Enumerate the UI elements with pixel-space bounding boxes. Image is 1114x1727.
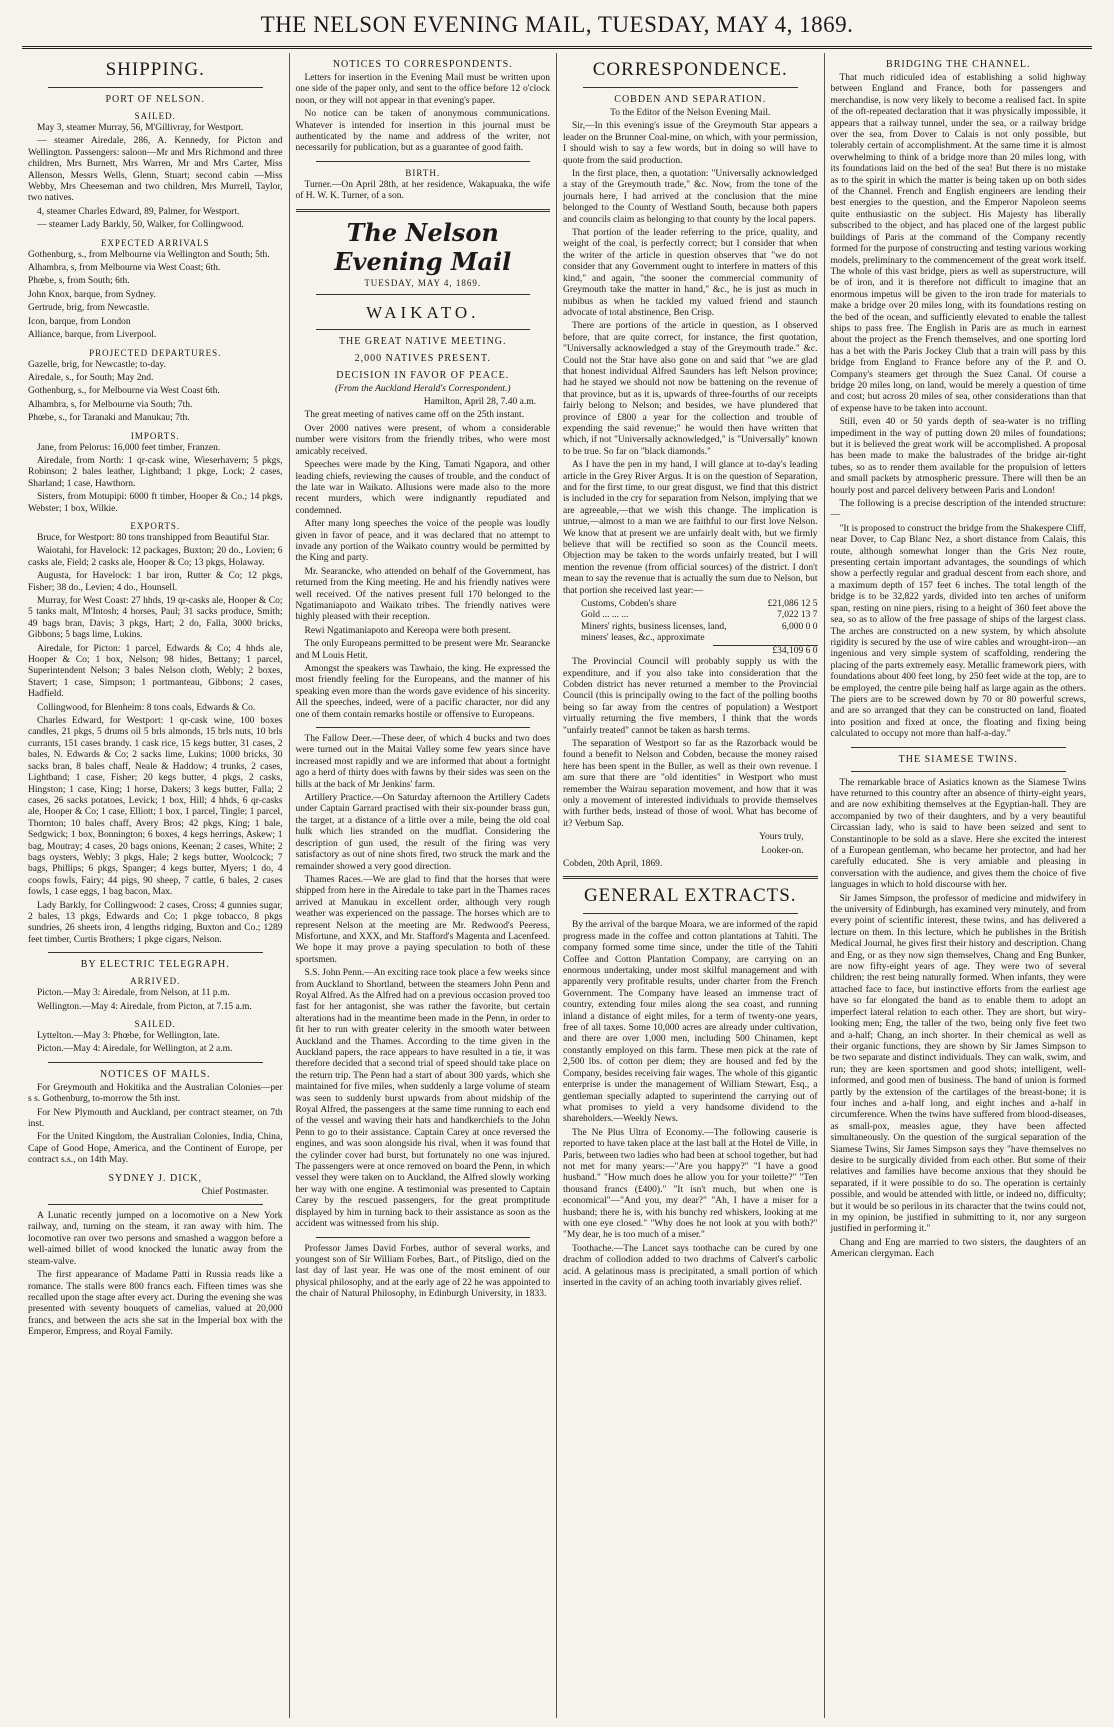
divider: [583, 87, 798, 88]
notice-text: No notice can be taken of anonymous communications. Whatever is intended for insertion in this journal must be authenticated by the name and address of the writer, not necessarily for publication, but as a guarantee of good faith.: [295, 109, 550, 154]
letter-paragraph: That portion of the leader referring to the price, quality, and weight of the coal, is perfectly correct; but I consider that when the writer of the article in question observes that "we do not consider that any Government ought to interfere in matters of this kind," and again, "the sooner the commercial community of Greymouth take the matter in hand," &c., he is just as much in nubibus as when he tackled my valued friend and staunch advocate of total abstinence, Ben Crisp.: [563, 228, 818, 318]
waikato-paragraph: After many long speeches the voice of the people was loudly given in favor of peace, and it was declared that no attempt to invade any portion of the Waikato country would be permitted by the King and party.: [295, 519, 550, 564]
lunatic-item: A Lunatic recently jumped on a locomotive on a New York railway, and, turning on the steam, it ran away with him. The locomotive ran over two persons and smashed a waggon before a well-aimed billet of wood knocked the lunatic away from the steam-valve.: [28, 1211, 283, 1267]
revenue-total: £34,109 6 0: [772, 645, 818, 656]
divider: [48, 1062, 263, 1063]
projected-entry: Airedale, s., for South; May 2nd.: [28, 372, 154, 383]
letter-paragraph: The Provincial Council will probably supply us with the expenditure, and if you also take into consideration that the Cobden district has never returned a member to the Provincial Council (this is principally owing to the fact of the polling booths being so far away from the centres of population) a Westport virtually returning the five members, I think that the words "unfairly treated" cannot be taken as harsh terms.: [563, 657, 818, 736]
waikato-paragraph: Speeches were made by the King, Tamati Ngapora, and other leading chiefs, reviewing the causes of trouble, and the conduct of the late war in Waikato. Allusions were made also to the more recent murders, which were indignantly repudiated and condemned.: [295, 460, 550, 516]
column-notices: [290, 53, 558, 1718]
export-entry: Lady Barkly, for Collingwood: 2 cases, Cross; 4 gunnies sugar, 2 bales, 13 pkgs, Edwards and Co; 1 pkge tobacco, 8 pkgs sundries, 26 sheets iron, 4 lengths ridging, Buxton and Co.; 1289 feet timber, Curtis Brothers; 1 pkge cigars, Nelson.: [28, 900, 283, 945]
expected-entry: Phœbe, s, from South; 6th.: [28, 276, 130, 287]
imports-heading: IMPORTS.: [130, 430, 180, 441]
import-entry: Sisters, from Motupipi: 6000 ft timber, Hooper & Co.; 14 pkgs, Webster; 1 box, Wilkie.: [28, 492, 283, 514]
arrived-entry: Wellington.—May 4: Airedale, from Picton, at 7.15 a.m.: [37, 1001, 252, 1012]
projected-entry: Phœbe, s., for Taranaki and Manukau; 7th.: [28, 413, 190, 424]
moara-item: By the arrival of the barque Moara, we are informed of the rapid progress made in the coffee and cotton plantations at Tahiti. The company formed some time since, under the title of the Tahiti Coffee and Cotton Plantation Company, are carrying on an enormous undertaking, under most skilful management and with apparently very profitable results, under charter from the French Government. The Company have leased an immense tract of country, extending four miles along the sea coast, and running inland a distance of eight miles, for a term of twenty-one years, free of all taxes. Some 10,000 acres are already under cultivation, and there are over 1,000 men, including 500 Chinamen, kept constantly employed on this farm. These men pick at the rate of 2,500 lbs. of cotton per diem; they are housed and fed by the Company, besides receiving fair wages. The whole of this gigantic enterprise is under the management of William Stewart, Esq., a gentleman specially adapted to superintend the carrying out of what promises to yield a very handsome dividend to the shareholders.—Weekly News.: [563, 920, 818, 1125]
revenue-value: 7,022 13 7: [777, 610, 818, 621]
letter-paragraph: The separation of Westport so far as the Razorback would be found a benefit to Nelson and Cobden, because the money raised here has been spent in the Buller, as well as their own revenue. I am sure that there are "old identities" in Westport who must remember the Wairau separation movement, and how that it was only a movement of interested individuals to provide themselves with further beds, instead of those of wool. What has become of it? Verbum Sap.: [563, 738, 818, 829]
divider: [48, 87, 263, 88]
arrived-heading: ARRIVED.: [130, 976, 181, 987]
letter-signature: Looker-on.: [761, 845, 804, 856]
divider: [316, 727, 531, 728]
patti-item: The first appearance of Madame Patti in Russia reads like a romance. The stalls were 800 francs each. Fifteen times was she recalled upon the stage after every act. During the evening she was presented with seventy bouquets of camelias, valued at 20,000 francs, and between the acts she sat in the Imperial box with the Emperor, Empress, and Royal Family.: [28, 1270, 283, 1338]
export-entry: Augusta, for Havelock: 1 bar iron, Rutter & Co; 12 pkgs, Fisher; 38 do., Levien; 4 do., Hounsell.: [28, 571, 283, 593]
letter-paragraph: There are portions of the article in question, as I observed before, that are quite correct, for instance, the first quotation, "Universally acknowledged a stay of the Greymouth trade." &c. Could not the Star have also gone on and said that "we are glad that honest individual Alfred Saunders has left Nelson province; had he stayed we should not now be battening on the revenue of that province, but as it is, upwards of three-fourths of our receipts fairly belong to Nelson; and besides, we have plundered that province of £800 a year for the collection and trouble of expending the said revenue;" he would then have written that which, if not "Universally acknowledged," is "Universally" known to be true. So far on "black diamonds.": [563, 321, 818, 457]
import-entry: Jane, from Pelorus: 16,000 feet timber, Franzen.: [37, 442, 221, 453]
letter-title: COBDEN AND SEPARATION.: [614, 94, 767, 105]
waikato-paragraph: Amongst the speakers was Tawhaio, the king. He expressed the most friendly feeling for the Europeans, and the manner of his speaking even more than the words gave evidence of his sincerity. All the speeches, indeed, were of a pacific character, nor did any one of them contain remarks hostile or offensive to Europeans.: [295, 664, 550, 720]
projected-entry: Alhambra, s, for Melbourne via South; 7th.: [28, 399, 193, 410]
letter-paragraph: In the first place, then, a quotation: "Universally acknowledged a stay of the Greymouth trade," &c. Now, from the tone of the journals here, I had arrived at the conclusion that the mine belonged to the County of Westland South, because both papers and councils claim as belonging to that county by the local papers.: [563, 169, 818, 225]
postmaster-title: Chief Postmaster.: [201, 1186, 269, 1197]
projected-entry: Gazelle, brig, for Newcastle; to-day.: [28, 359, 166, 370]
import-entry: Airedale, from North: 1 qr-cask wine, Wieserhavern; 5 pkgs, Robinson; 2 bales leather, Lightband; 1 pkge, Lock; 2 cases, Sharland; 1 case, Hawthorn.: [28, 455, 283, 489]
waikato-paragraph: The only Europeans permitted to be present were Mr. Searancke and M Louis Hetit.: [295, 639, 550, 661]
divider: [851, 771, 1067, 772]
revenue-value: 6,000 0 0: [781, 621, 818, 632]
divider: [316, 294, 531, 295]
divider: [316, 329, 531, 330]
revenue-label: Gold ... ... ...: [581, 610, 629, 621]
divider: [316, 161, 531, 162]
waikato-paragraph: Mr. Searancke, who attended on behalf of the Government, has returned from the King meeting. He and his friendly natives were well received. Of the natives present full 170 belonged to the Ngatimaniapoto and Waikato tribes. The friendly natives were highly pleased with their reception.: [295, 566, 550, 623]
expected-entry: Icon, barque, from London: [28, 316, 131, 327]
extracts-heading: GENERAL EXTRACTS.: [583, 885, 797, 907]
divider: [48, 1204, 263, 1205]
artillery-item: Artillery Practice.—On Saturday afternoon the Artillery Cadets under Captain Garrard practised with their six-pounder brass gun, the target, at a distance of a little over a mile, being the old coal hulk which lies stranded on the mudflat. Considering the description of gun used, the result of the firing was very satisfactory as out of nine shots fired, two struck the mark and the remainder showed a very good direction.: [295, 793, 550, 872]
channel-paragraph: That much ridiculed idea of establishing a solid highway between England and France, both for passengers and merchandise, is now very likely to become a realised fact. In spite of the oft-repeated declaration that it was physically impossible, it appears that a railway tunnel, under the sea, or a railway bridge over the sea, from Dover to Calais is not only possible, but tolerably certain of accomplishment. At the same time it is almost overwhelming to think of a bridge more than 20 miles long, with its foundations laid on the bed of the sea! But there is no mistake as to the spirit in which the matter is being taken up on both sides of the Channel. French and English engineers are lending their best energies to the question, and the Emperor Napoleon seems quite enthusiastic on the subject. His Majesty has liberally subscribed to the object, and has placed one of the largest public buildings of Paris at the command of the Company recently formed for the purpose of constructing and testing various working models, preliminary to the commencement of the great work itself. The whole of this vast bridge, piers as well as superstructure, will be of iron, and it is therefore not difficult to imagine that an enormous impetus will be given to the iron trade for materials to make a bridge over 20 miles long, with its foundations resting on the bed of the ocean, and sufficiently elevated to enable the tallest ships to pass free. The English in Paris are as much in earnest about the project as the French themselves, and one sporting lord has a bet with the Paris Jockey Club that a train will pass by this bridge from England to France before any of the P. and O. Company's steamers get through the Suez Canal. Of course a bridge 20 miles long, on land, would be merely a question of time and cost; but across 20 miles of sea, other considerations than that of expense have to be taken into account.: [830, 73, 1086, 414]
twins-paragraph: Chang and Eng are married to two sisters, the daughters of an American clergyman. Each: [830, 1237, 1086, 1260]
fallow-deer-item: The Fallow Deer.—These deer, of which 4 bucks and two does were turned out in the Maitai Valley some few years since have increased most rapidly and we are informed that about a fortnight ago a herd of thirty does with fawns by their sides was seen on the hills at the back of Mr Jenkins' farm.: [295, 734, 550, 790]
birth-notice: Turner.—On April 28th, at her residence, Wakapuaka, the wife of H. W. K. Turner, of a son.: [295, 179, 550, 202]
correspondence-heading: CORRESPONDENCE.: [592, 59, 788, 80]
dateline: Hamilton, April 28, 7.40 a.m.: [423, 397, 536, 408]
divider: [48, 952, 263, 953]
sailed2-heading: SAILED.: [134, 1019, 176, 1029]
waikato-paragraph: Over 2000 natives were present, of whom a considerable number were visitors from the friendly tribes, who were most amicably received.: [295, 423, 550, 457]
export-entry: Charles Edward, for Westport: 1 qr-cask wine, 100 boxes candles, 21 pkgs, 5 drums oil 5 brls almonds, 15 brls nuts, 10 brls currants, 151 cases brandy. 1 cask rice, 15 kegs butter, 31 cases, 2 bales, N. Edwards & Co; 2 sacks lime, Lukins; 1000 bricks, 30 sacks bran, 8 bales chaff, Neale & Haddow; 4 trunks, 2 cases, Lightband; 1 case, Fisher; 20 kegs butter, 4 pkgs, 2 casks, Hingston; 1 case, King; 1 horse, Dakers; 3 kegs butter, Falla; 2 cases, 26 sacks potatoes, Levick; 1 box, Hill; 4 hhds, 6 qr-casks ale, Hooper & Co; 1 case, Elliott; 1 box, 1 parcel, Tingle; 1 parcel, Thornton; 10 bales chaff, Avery Bros; 42 pkgs, King; 1 bale, Sedgwick; 1 box, Bonnington; 6 boxes, 4 kegs herrings, Askew; 1 bag, Moutray; 4 cases, 20 bags onions, Keenan; 2 cases, White; 2 bags oysters, Webly; 3 pkgs, Hale; 2 kegs butter, Woolcock; 7 bags, Phillips; 6 pkgs, Spanger; 4 kegs butter, Myers; 1 do, 4 coops fowls, Fairy; 44 pigs, 90 sheep, 7 cattle, 6 bales, 2 cases fowls, 1 case eggs, 1 bag bacon, Max.: [28, 716, 283, 898]
sailed2-entry: Picton.—May 4: Airedale, for Wellington, at 2 a.m.: [37, 1044, 233, 1055]
banner-date: TUESDAY, MAY 4, 1869.: [364, 277, 482, 288]
meeting-heading: THE GREAT NATIVE MEETING.: [338, 335, 507, 347]
notice-text: Letters for insertion in the Evening Mail must be written upon one side of the paper only, and sent to the office before 12 o'clock noon, or they will not appear in that evening's paper.: [295, 73, 550, 106]
export-entry: Waiotahi, for Havelock: 12 packages, Buxton; 20 do., Lovien; 6 casks ale, Field; 2 casks ale, Hooper & Co; 13 pkgs, Holaway.: [28, 546, 283, 568]
columns: [22, 53, 1092, 1718]
expected-entry: Gothenburg, s., from Melbourne via Wellington and South; 5th.: [28, 249, 270, 260]
export-entry: Bruce, for Westport: 80 tons transhipped from Beautiful Star.: [37, 532, 270, 543]
export-entry: Murray, for West Coast: 27 hhds, 19 qr-casks ale, Hooper & Co; 5 tanks malt, M'Intosh; 4 horses, Paul; 31 sacks produce, Smith; 49 bags bran, Davis; 3 pkgs, Hart; 2 do, Falla, 3000 bricks, Gibbons; 5 bags lime, Lukins.: [28, 596, 283, 641]
sailed-entry: — steamer Airedale, 286, A. Kennedy, for Picton and Wellington. Passengers: saloon—Mr and Mrs Richmond and three children, Mrs Burnett, Mrs Warren, Mr and Mrs Carter, Miss Allenson, Messrs Wells, Glenn, Stuart; second cabin —Miss Webby, Mrs Cheeseman and two children, Mrs Murrell, Taylor, two natives.: [28, 136, 283, 204]
page-masthead: THE NELSON EVENING MAIL, TUESDAY, MAY 4, 1869.: [22, 0, 1092, 49]
divider: [851, 747, 1067, 748]
decision-heading: DECISION IN FAVOR OF PEACE.: [336, 369, 510, 381]
projected-heading: PROJECTED DEPARTURES.: [89, 347, 222, 358]
twins-paragraph: Sir James Simpson, the professor of medicine and midwifery in the university of Edinburgh, has examined very minutely, and from every point of scientific interest, these twins, and has delivered a lecture on them. In this lecture, which he publishes in the British Medical Journal, he gives first their history and description. Chang and Eng, or as they now sign themselves, Chang and Eng Bunker, are now fifty-eight years of age. They were two of several children; the rest being naturally formed. When infants, they were attached face to face, but instinctive efforts from the earliest age have so far elongated the band as to enable them to adopt an imperfect lateral relation to each other. They are short, but wiry-looking men; Eng, the taller of the two, being only five feet two and a-half; Chang, an inch shorter. In their chemical as well as their organic functions, they are shown by Sir James Simpson to be two separate and distinct individuals. They can walk, swim, and run; they are keen sportsmen and good shots; intelligent, well-informed, and good men of business. The band of union is formed partly by the extension of the cartilages of the breast-bone; it is four inches and a-half long, and eight inches and a-half in circumference. When the twins have suffered from blood-diseases, as small-pox, measles ague, they have been affected simultaneously. On the question of the surgical separation of the Siamese Twins, Sir James Simpson says they "have themselves no desire to be surgically divided from each other. But some of their relatives and families have become anxious that they should be separated, if it were possible to do so. The operation is certainly possible, and would be attended with little, or indeed no, difficulty; but it would be so perilous in its character that the twins could not, in my opinion, be justified in submitting to it, nor any surgeon justified in performing it.": [830, 893, 1086, 1235]
revenue-value: £21,086 12 5: [767, 599, 818, 610]
birth-heading: BIRTH.: [405, 167, 441, 178]
port-heading: PORT OF NELSON.: [105, 94, 205, 105]
column-channel: [825, 53, 1093, 1718]
shipping-heading: SHIPPING.: [105, 59, 205, 80]
divider: [296, 209, 551, 212]
divider: [316, 1237, 531, 1238]
sailed-entry: May 3, steamer Murray, 56, M'Gillivray, for Westport.: [37, 123, 244, 133]
mail-entry: For Greymouth and Hokitika and the Australian Colonies—per s s. Gothenburg, to-morrow the 5th inst.: [28, 1082, 283, 1105]
letter-closing: Yours truly,: [759, 832, 804, 843]
letter-date: Cobden, 20th April, 1869.: [563, 859, 663, 869]
letter-paragraph: As I have the pen in my hand, I will glance at to-day's leading article in the Grey River Argus. It is on the question of Separation, and for the first time, to our great disgust, we find that this district is included in the cry for separation from Nelson, implying that we are agreeable,—that we wish this change. The implication is untrue,—almost to a man we are faithful to our first love Nelson. We know that at present we are unfairly dealt with, but we firmly believe that will be rectified so soon as the Council meets. Objection may be taken to the words unfairly treated, but I will mention the revenue (from official sources) of the district. I don't mean to say the revenue that is actually the sum due to Nelson, but that portion she received last year:—: [563, 460, 818, 596]
export-entry: Collingwood, for Blenheim: 8 tons coals, Edwards & Co.: [37, 702, 256, 713]
john-penn-item: S.S. John Penn.—An exciting race took place a few weeks since from Auckland to Shortland, between the steamers John Penn and Royal Alfred. As the Alfred had on a previous occasion proved too fast for her antagonist, she was rather the favorite, but certain alterations had in the meantime been made in the Penn, in order to fit her to run with greater celerity in the smooth water between Auckland and the Thames. According to the time given in the Auckland papers, the race appears to have resulted in a tie, it was therefore decided that a second trial of speed should take place on the return trip. The Penn had a start of about 300 yards, which she maintained for five miles, when suddenly a large volume of steam was seen to suddenly burst upwards from about midship of the Royal Alfred, the passengers at the same time running to each end of the vessel and waving their hats and handkerchiefs to the John Penn to go to their assistance. Captain Carey at once reversed the engines, and was soon alongside his rival, when it was found that the cylinder cover had burst, but fortunately no one was injured. The passengers were at once removed on board the Penn, in which vessel they were taken on to Auckland, the Alfred slowly working her way with one engine. A testimonial was presented to Captain Carey by the rescued passengers, for the great promptitude displayed by him in turning back to their assistance as soon as the accident was witnessed from his ship.: [295, 968, 550, 1230]
economy-item: The Ne Plus Ultra of Economy.—The following causerie is reported to have taken place at the last ball at the Hotel de Ville, in Paris, between two ladies who had been at school together, but had not met for many years:—"Are you happy?" "I have a good husband." "How much does he allow you for your toilette?" "Ten thousand francs (£400)." "It isn't much, but when one is economical"—"And you, my dear?" "Ah, I have a miser for a husband; there he is, with his bunchy red whiskers, looking at me with one eye closed." "Why does he not look at you with both?" "My dear, he is too much of a miser.": [563, 1127, 818, 1241]
expected-entry: Alhambra, s, from Melbourne via West Coast; 6th.: [28, 263, 221, 274]
masthead-banner: The Nelson Evening Mail: [334, 217, 512, 276]
postmaster-name: SYDNEY J. DICK,: [108, 1172, 203, 1184]
expected-entry: John Knox, barque, from Sydney.: [28, 289, 156, 300]
mails-heading: NOTICES OF MAILS.: [99, 1068, 211, 1080]
mail-entry: For the United Kingdom, the Australian Colonies, India, China, Cape of Good Hope, America, and the Continent of Europe, per contract s.s., on 14th May.: [28, 1132, 283, 1166]
natives-heading: 2,000 NATIVES PRESENT.: [354, 352, 491, 364]
thames-item: Thames Races.—We are glad to find that the horses that were shipped from here in the Airedale to take part in the Thames races arrived at Manukau in excellent order, although very rough weather was experienced on the passage. The horses which are to represent Nelson at the meeting are Mr. Redwood's Peeress, Misfortune, and XXX, and Mr. Stafford's Magenta and Lacenfeed. We hope it may prove a paying speculation to both of these sportsmen.: [295, 874, 550, 965]
projected-entry: Gothenburg, s., for Melbourne via West Coast 6th.: [28, 386, 220, 397]
divider: [583, 913, 798, 914]
expected-entry: Gertrude, brig, from Newcastle.: [28, 303, 150, 314]
letter-paragraph: Sir,—In this evening's issue of the Greymouth Star appears a leader on the Brunner Coal-mine, on which, with your permission, I should wish to say a few words, but in doing so will have to quote from the said production.: [563, 121, 818, 166]
channel-paragraph: "It is proposed to construct the bridge from the Shakespere Cliff, near Dover, to Cap Blanc Nez, a short distance from Calais, this route, although somewhat longer than the Gris Nez route, presenting certain important advantages, the soundings of which show a perfectly regular and gradual descent from each shore, and a maximum depth of 157 feet 6 inches. The total length of the bridge is to be 32,822 yards, divided into ten arches of uniform span, resting on nine piers, rising to a height of 360 feet above the sea, so as to allow of the free passage of ships of the largest class. The arches are constructed on a new system, by which absolute rigidity is secured by the use of wire cables and wrought-iron—an ingenious and very simple system of scaffolding, rendering the placing of the parts extremely easy. Metallic framework piers, with foundations about 400 feet long, by 250 feet wide at the top, are to be employed, the centre pile being half as large again as the others. The piers are to be screwed down by 70 or 80 powerful screws, and are so arranged that they can be constructed on land, floated into position and fixed at once, the floating and fixing being calculated to occupy not more than half-a-day.": [830, 523, 1086, 740]
telegraph-heading: BY ELECTRIC TELEGRAPH.: [80, 959, 230, 971]
column-correspondence: [557, 53, 825, 1718]
sailed-heading: SAILED.: [134, 111, 176, 121]
toothache-item: Toothache.—The Lancet says toothache can be cured by one drachm of collodion added to two drachms of Calvert's carbolic acid. A gelatinous mass is precipitated, a small portion of which inserted in the cavity of an aching tooth invariably gives relief.: [563, 1243, 818, 1288]
arrived-entry: Picton.—May 3: Airedale, from Nelson, at 11 p.m.: [37, 988, 230, 999]
notices-heading: NOTICES TO CORRESPONDENTS.: [332, 59, 513, 70]
revenue-label: Customs, Cobden's share: [581, 599, 677, 610]
sailed2-entry: Lyttelton.—May 3: Phœbe, for Wellington, late.: [37, 1031, 220, 1041]
channel-paragraph: Still, even 40 or 50 yards depth of sea-water is no trifling impediment in the way of putting down 20 miles of foundations; but it is believed the great work will be accomplished. A proposal has been made to make the balustrades of the bridge air-tight tubes, so as to render them available for the propulsion of letters and small packets by atmospheric pressure. There will then be an hourly post and parcel delivery between Paris and London!: [830, 417, 1086, 496]
twins-paragraph: The remarkable brace of Asiatics known as the Siamese Twins have returned to this country after an absence of thirty-eight years, and are now exhibiting themselves at the Egyptian-hall. They are accompanied by two of their daughters, and by a very beautiful Circassian lady, who is said to have been seized and sent to Constantinople to be sold as a slave. Here she excited the interest of a European gentleman, who became her protector, and had her carefully educated. She is very amiable and pleasing in conversation with the audience, and gives them the choice of five languages in which to hold discourse with her.: [830, 777, 1086, 891]
revenue-row: [563, 599, 818, 610]
revenue-row: [563, 622, 818, 645]
revenue-total-row: [713, 645, 818, 657]
exports-heading: EXPORTS.: [130, 520, 181, 531]
waikato-paragraph: The great meeting of natives came off on the 25th instant.: [304, 410, 525, 421]
twins-heading: THE SIAMESE TWINS.: [898, 753, 1018, 765]
waikato-paragraph: Rewi Ngatimaniapoto and Kereopa were both present.: [304, 625, 512, 636]
revenue-label: Miners' rights, business licenses, land, miners' leases, &c., approximate: [581, 621, 727, 644]
channel-paragraph: The following is a precise description of the intended structure:—: [830, 499, 1086, 521]
divider: [563, 876, 818, 879]
channel-heading: BRIDGING THE CHANNEL.: [886, 59, 1031, 70]
forbes-item: Professor James David Forbes, author of several works, and youngest son of Sir William Forbes, Bart., of Pitsligo, died on the last day of last year. He was one of the most eminent of our physical philosophy, and at the early age of 22 he was appointed to the chair of Natural Philosophy, in Edinburgh University, in 1833.: [295, 1243, 550, 1300]
source-line: (From the Auckland Herald's Correspondent.): [334, 383, 511, 394]
sailed-entry: 4, steamer Charles Edward, 89, Palmer, for Westport.: [37, 206, 240, 217]
expected-heading: EXPECTED ARRIVALS: [100, 237, 210, 248]
expected-entry: Alliance, barque, from Liverpool.: [28, 330, 157, 341]
revenue-row: [563, 610, 818, 621]
waikato-heading: WAIKATO.: [366, 302, 480, 322]
column-shipping: [22, 53, 290, 1718]
letter-addressee: To the Editor of the Nelson Evening Mail.: [610, 108, 771, 118]
sailed-entry: — steamer Lady Barkly, 50, Walker, for Collingwood.: [37, 220, 244, 231]
export-entry: Airedale, for Picton: 1 parcel, Edwards & Co; 4 hhds ale, Hooper & Co; 1 box, Nelson; 98 hides, Bettany; 1 parcel, Superintendent Nelson; 3 bales Nelson cloth, Webly; 2 boxes, Stavert; 1 case, Simpson; 1 portmanteau, Gibbons; 2 cases, Hadfield.: [28, 643, 283, 700]
mail-entry: For New Plymouth and Auckland, per contract steamer, on 7th inst.: [28, 1107, 283, 1130]
